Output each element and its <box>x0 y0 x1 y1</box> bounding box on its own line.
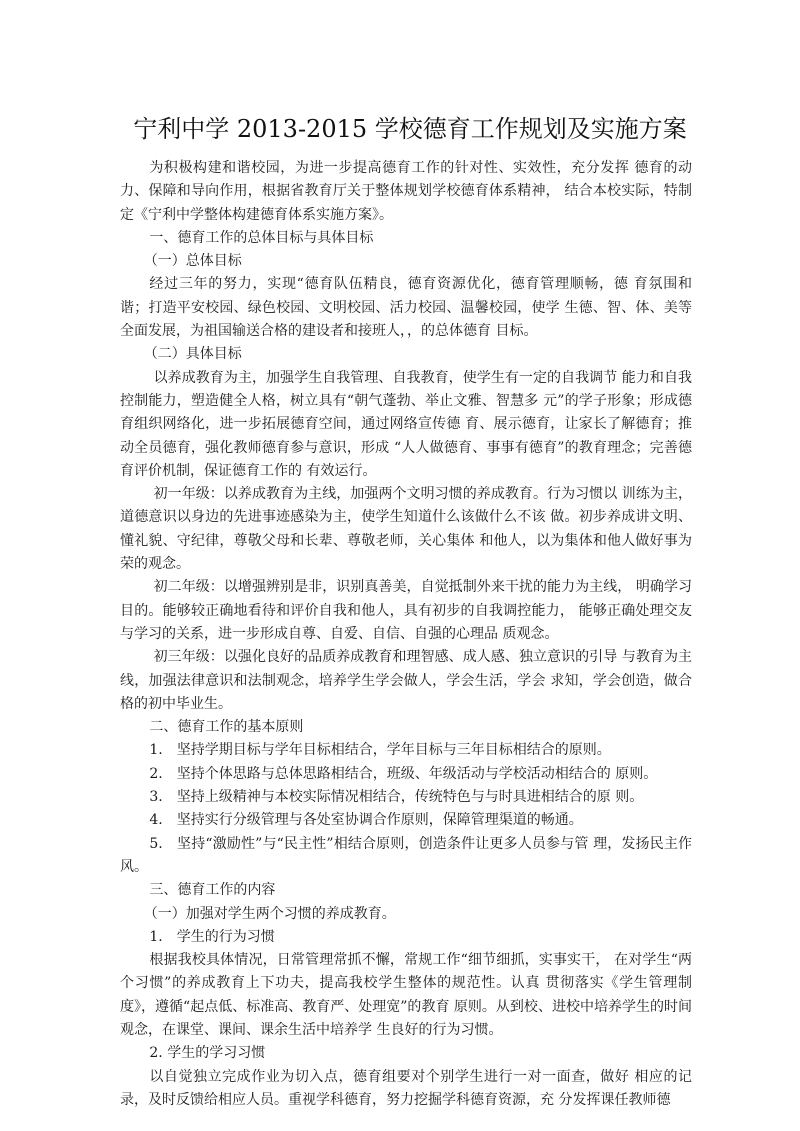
grade-two-paragraph: 初二年级：以增强辨别是非，识别真善美，自觉抵制外来干扰的能力为主线， 明确学习目的。能够较正确地看待和评价自我和他人，具有初步的自我调控能力， 能够正确处理交友与学习的关系，进一步形成自尊、自爱、自信、自强的心理品 质观念。 <box>120 579 692 642</box>
document-body <box>120 157 692 1112</box>
item-heading-study-habits: 2. 学生的学习习惯 <box>149 1045 266 1062</box>
specific-goal-paragraph: 以养成教育为主，加强学生自我管理、自我教育，使学生有一定的自我调节 能力和自我控制能力，塑造健全人格，树立具有“朝气蓬勃、举止文雅、智慧多 元”的学子形象；形成德育组织网络化，进一步拓展德育空间，通过网络宣传德 育、展示德育，让家长了解德育；推动全员德育，强化教师德育参与意识，形成 “人人做德育、事事有德育”的教育理念；完善德育评价机制，保证德育工作的 有效运行。 <box>120 369 692 479</box>
document-title: 宁利中学 2013-2015 学校德育工作规划及实施方案 <box>133 115 687 143</box>
item-heading-behavior-habits: 1. 学生的行为习惯 <box>149 928 275 945</box>
section-heading-3: 三、德育工作的内容 <box>149 882 276 899</box>
section-heading-1: 一、德育工作的总体目标与具体目标 <box>149 229 374 246</box>
grade-three-paragraph: 初三年级：以强化良好的品质养成教育和理智感、成人感、独立意识的引导 与教育为主线，加强法律意识和法制观念，培养学生学会做人，学会生活，学会 求知，学会创造，做合格的初中毕业生。 <box>120 649 692 712</box>
principle-item: 1. 坚持学期目标与学年目标相结合，学年目标与三年目标相结合的原则。 <box>149 742 611 759</box>
subsection-heading-overall-goal: （一）总体目标 <box>143 253 242 270</box>
section-heading-2: 二、德育工作的基本原则 <box>149 719 304 736</box>
intro-paragraph: 为积极构建和谐校园，为进一步提高德育工作的针对性、实效性，充分发挥 德育的动力、保障和导向作用，根据省教育厅关于整体规划学校德育体系精神， 结合本校实际，特制定《宁利中学整体构建德育体系实施方案》。 <box>120 160 692 223</box>
principle-item: 4. 坚持实行分级管理与各处室协调合作原则，保障管理渠道的畅通。 <box>149 812 583 829</box>
overall-goal-paragraph: 经过三年的努力，实现“德育队伍精良，德育资源优化，德育管理顺畅，德 育氛围和谐；打造平安校园、绿色校园、文明校园、活力校园、温馨校园，使学 生德、智、体、美等全面发展，为祖国输送合格的建设者和接班人，，的总体德育 目标。 <box>120 276 692 340</box>
principle-item: 2. 坚持个体思路与总体思路相结合，班级、年级活动与学校活动相结合的 原则。 <box>149 765 658 782</box>
grade-one-paragraph: 初一年级：以养成教育为主线，加强两个文明习惯的养成教育。行为习惯以 训练为主，道德意识以身边的先进事迹感染为主，使学生知道什么该做什么不该 做。初步养成讲文明、懂礼貌、守纪律，尊敬父母和长辈、尊敬老师，关心集体 和他人，以为集体和他人做好事为荣的观念。 <box>120 486 692 573</box>
subsection-heading-specific-goal: （二）具体目标 <box>143 346 242 363</box>
principle-item: 5. 坚持“激励性”与“民主性”相结合原则，创造条件让更多人员参与管 理，发扬民主作风。 <box>120 835 692 875</box>
study-habits-paragraph: 以自觉独立完成作业为切入点，德育组要对个别学生进行一对一面查，做好 相应的记录，及时反馈给相应人员。重视学科德育，努力挖掘学科德育资源，充 分发挥课任教师德 <box>120 1068 692 1108</box>
principle-item: 3. 坚持上级精神与本校实际情况相结合，传统特色与与时具进相结合的原 则。 <box>149 789 644 806</box>
subsection-heading-habits: （一）加强对学生两个习惯的养成教育。 <box>143 905 396 922</box>
behavior-habits-paragraph: 根据我校具体情况，日常管理常抓不懈，常规工作“细节细抓，实事实干， 在对学生“两个习惯”的养成教育上下功夫，提高我校学生整体的规范性。认真 贯彻落实《学生管理制度》，遵循“起点低、标准高、教育严、处理宽”的教育 原则。从到校、进校中培养学生的时间观念，在课堂、课间、课余生活中培养学 生良好的行为习惯。 <box>120 952 692 1038</box>
